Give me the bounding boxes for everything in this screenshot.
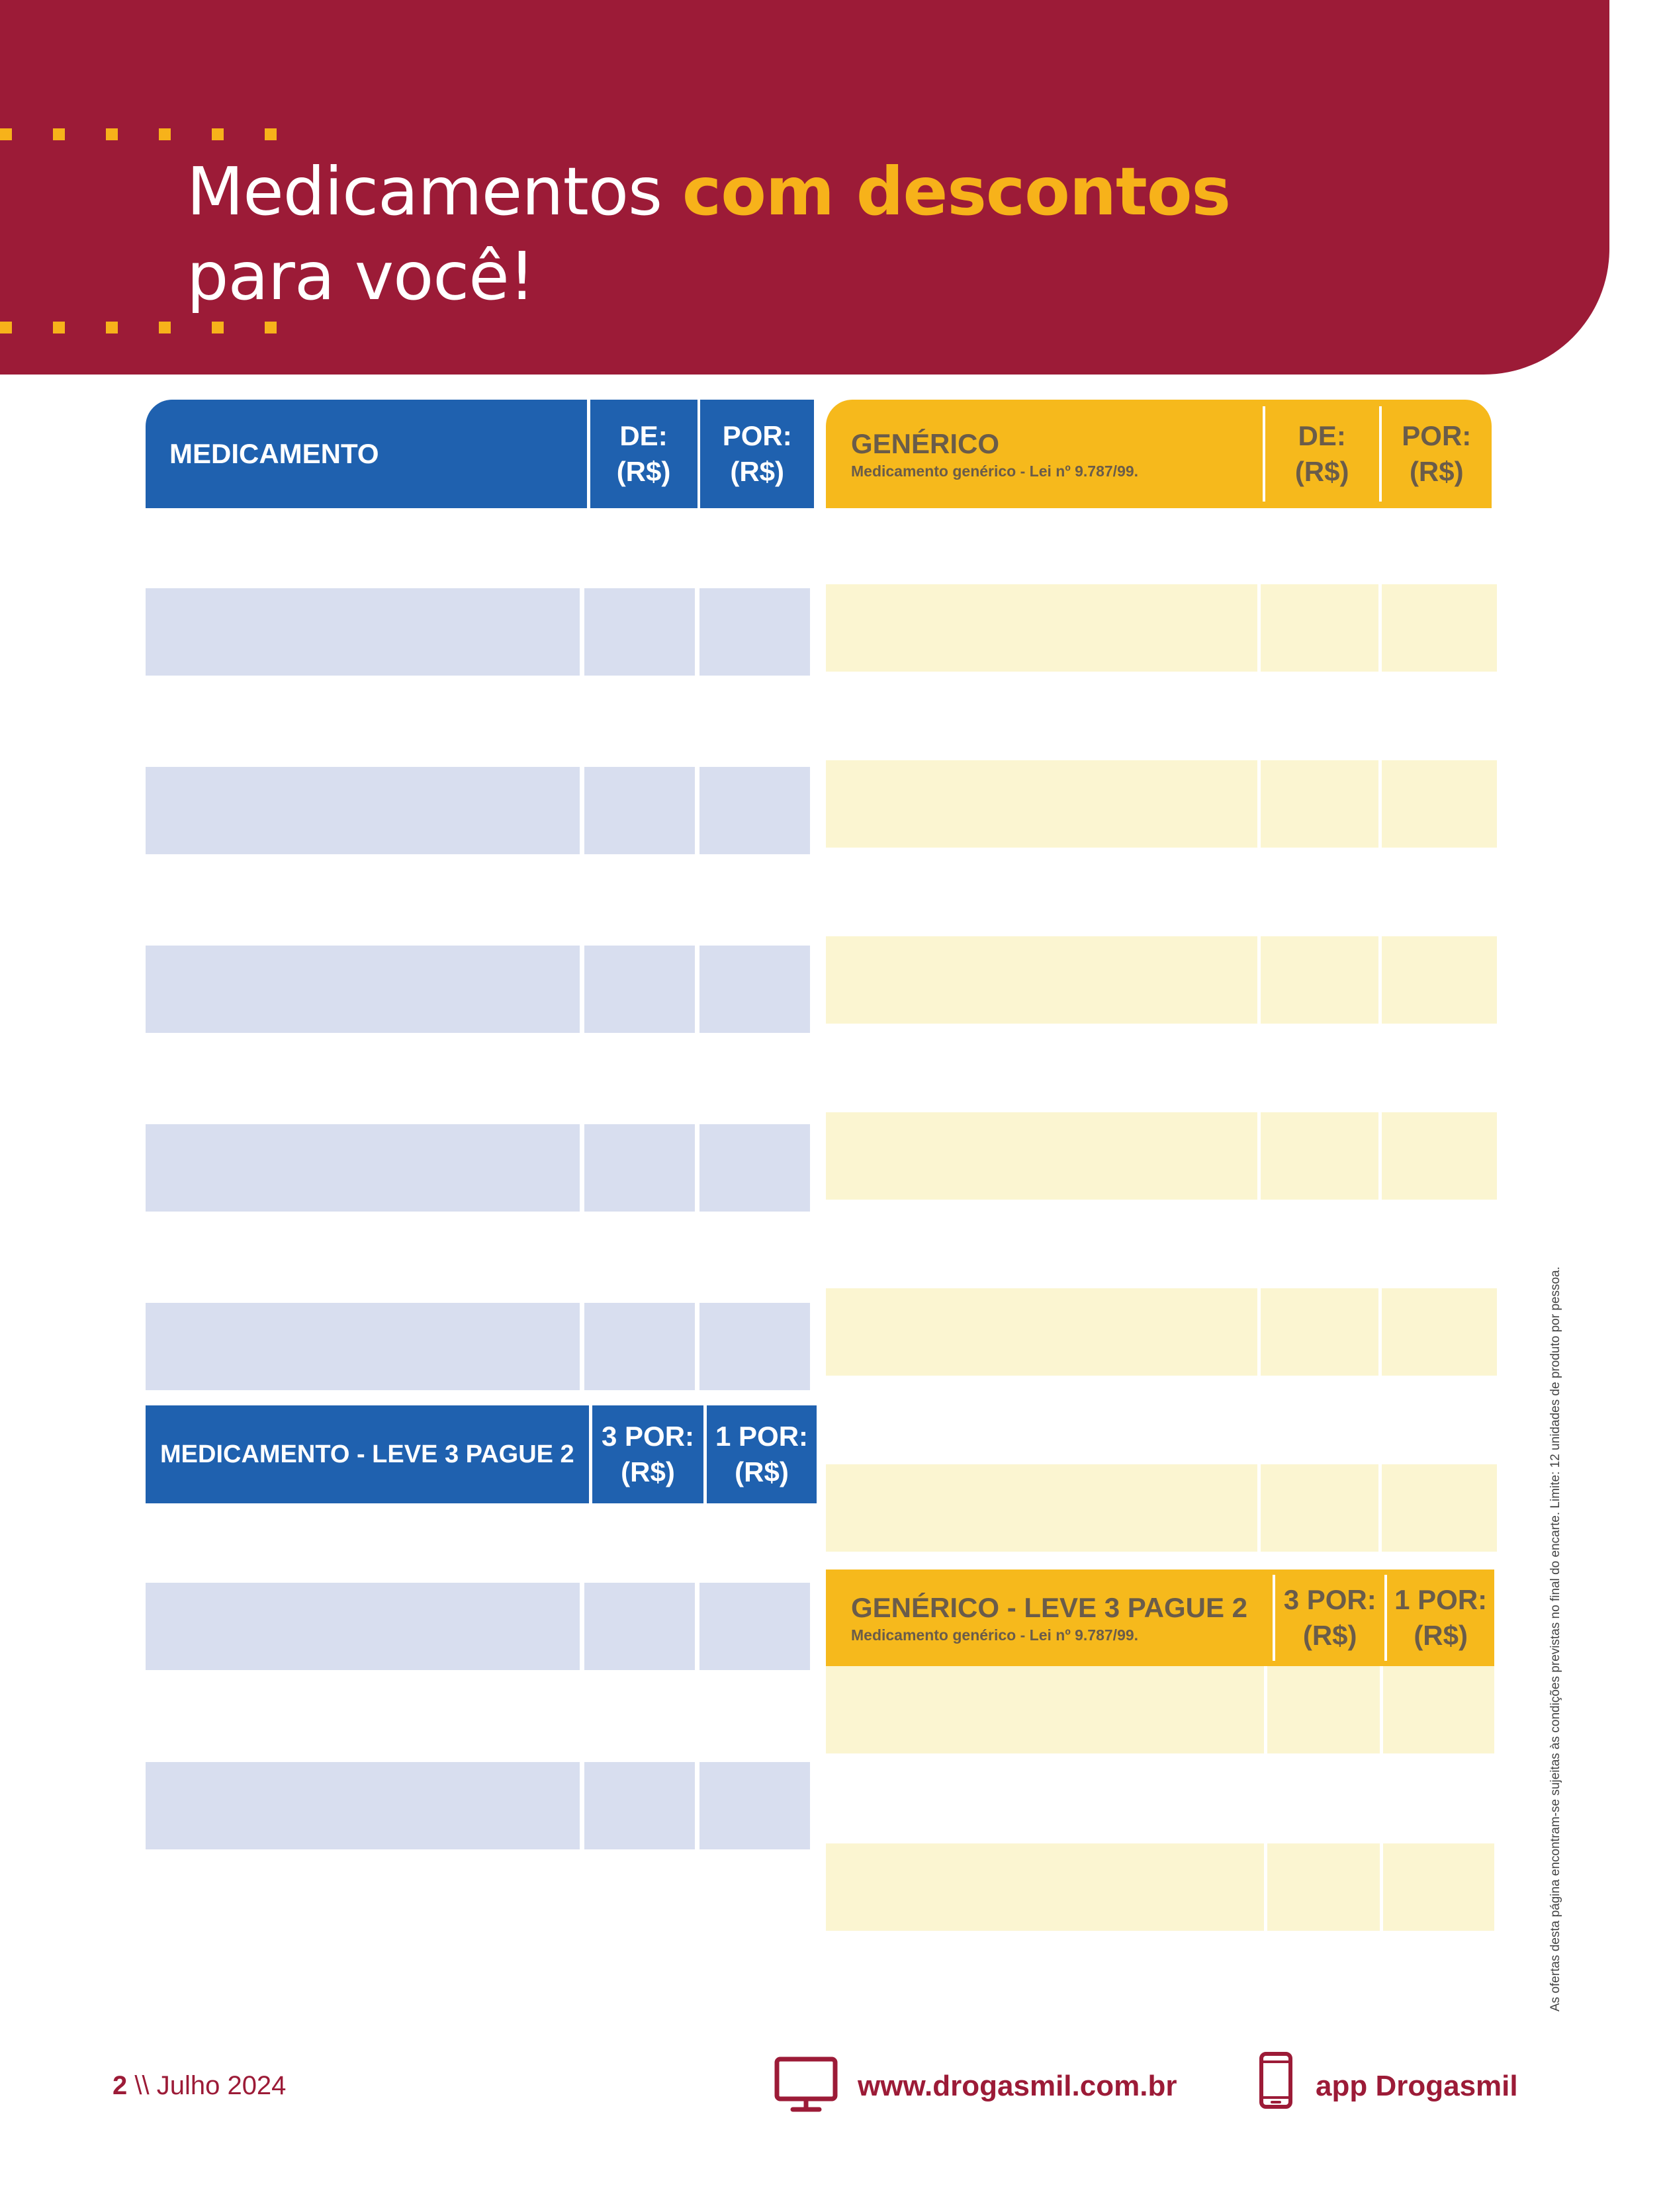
medicamento-leve3-table-header <box>146 1405 817 1503</box>
page-number: 2 <box>112 2071 128 2100</box>
generico-title: GENÉRICO <box>851 427 1000 459</box>
generico-leve3-column-header <box>826 1570 1273 1666</box>
table-row <box>146 1124 810 1212</box>
table-row <box>146 1762 810 1849</box>
3-por-column-header: 3 POR: (R$) <box>601 1421 695 1487</box>
de-column-header: DE: (R$) <box>1294 420 1349 487</box>
por-column-header: POR: (R$) <box>1402 420 1472 487</box>
page-title <box>187 150 1230 319</box>
medicamento-leve3-column-header: MEDICAMENTO - LEVE 3 PAGUE 2 <box>160 1440 574 1468</box>
app-link[interactable]: app Drogasmil <box>1316 2070 1518 2102</box>
issue-date: Julho 2024 <box>156 2071 287 2100</box>
title-part2: para você! <box>187 238 535 315</box>
decorative-dots-top <box>0 128 278 140</box>
de-column-header: DE: (R$) <box>616 420 671 487</box>
generico-leve3-subtitle: Medicamento genérico - Lei nº 9.787/99. <box>851 1626 1139 1644</box>
table-row <box>826 1666 1494 1753</box>
generico-table-header <box>826 400 1492 508</box>
table-row <box>146 946 810 1033</box>
title-part1: Medicamentos <box>187 153 682 230</box>
generico-leve3-title: GENÉRICO - LEVE 3 PAGUE 2 <box>851 1591 1248 1623</box>
table-row <box>146 1583 810 1670</box>
footer-separator: \\ <box>127 2071 157 2100</box>
website-link[interactable]: www.drogasmil.com.br <box>858 2070 1177 2102</box>
table-row <box>826 584 1497 672</box>
desktop-monitor-icon <box>774 2057 838 2113</box>
table-row <box>826 1288 1497 1376</box>
1-por-column-header: 1 POR: (R$) <box>1394 1584 1488 1651</box>
table-row <box>146 588 810 676</box>
header-banner <box>0 0 1609 375</box>
medicamento-table-header <box>146 400 814 508</box>
generico-column-header <box>826 400 1263 508</box>
table-row <box>826 1112 1497 1200</box>
smartphone-icon <box>1259 2051 1293 2109</box>
decorative-dots-bottom <box>0 322 278 333</box>
table-row <box>826 936 1497 1024</box>
medicamento-column-header: MEDICAMENTO <box>169 438 379 469</box>
por-column-header: POR: (R$) <box>722 420 792 487</box>
page-footer-info <box>112 2071 286 2101</box>
table-row <box>826 760 1497 848</box>
1-por-column-header: 1 POR: (R$) <box>715 1421 809 1487</box>
table-row <box>826 1464 1497 1552</box>
offer-conditions-note: As ofertas desta página encontram-se sujeitas às condições previstas no final do encarte. Limite: 12 unidades de produto por pessoa. <box>1549 1266 1562 2012</box>
title-highlight: com descontos <box>682 153 1231 230</box>
table-row <box>826 1843 1494 1931</box>
generico-leve3-table-header <box>826 1570 1494 1666</box>
3-por-column-header: 3 POR: (R$) <box>1283 1584 1376 1651</box>
generico-subtitle: Medicamento genérico - Lei nº 9.787/99. <box>851 462 1139 480</box>
table-row <box>146 1303 810 1390</box>
table-row <box>146 767 810 854</box>
